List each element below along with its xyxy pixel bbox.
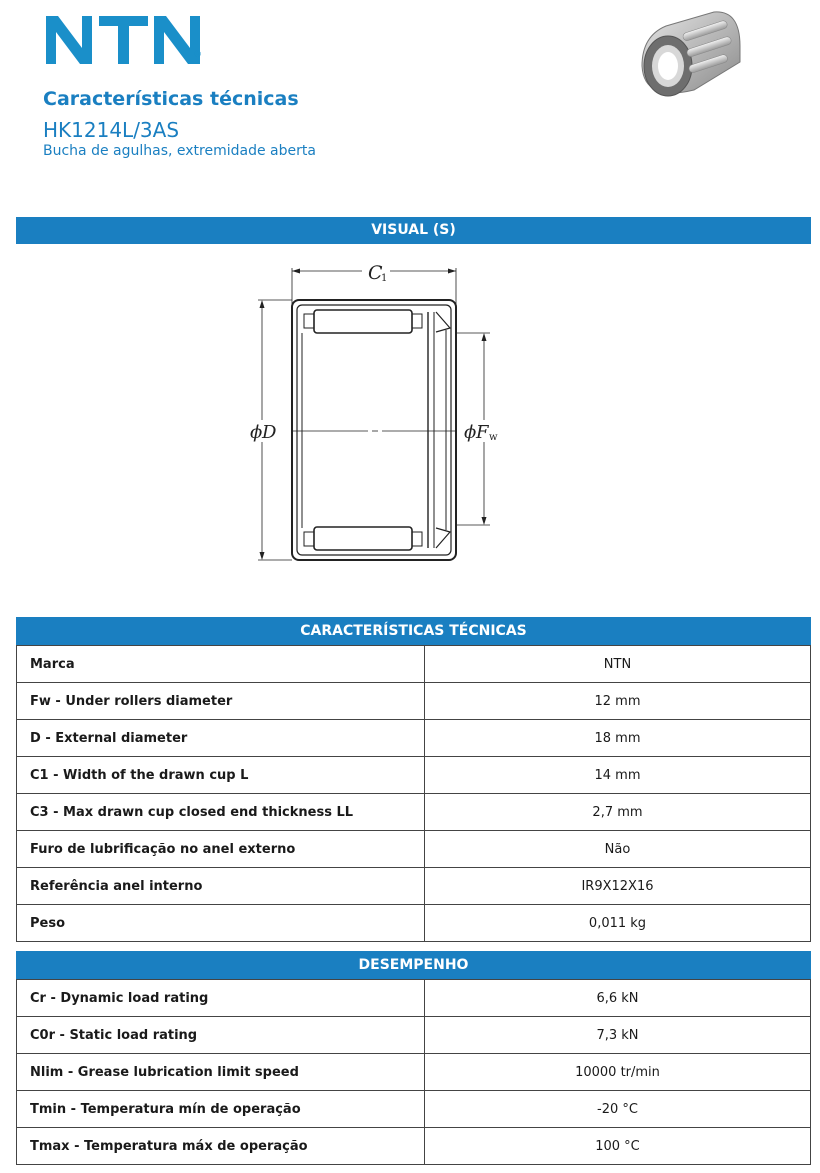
section-header-technical: CARACTERÍSTICAS TÉCNICAS	[16, 617, 811, 645]
table-row	[17, 868, 811, 905]
spec-value: 14 mm	[425, 757, 811, 794]
spec-value: 10000 tr/min	[425, 1054, 811, 1091]
table-row	[17, 757, 811, 794]
dim-label-fw: F	[476, 422, 489, 443]
spec-label: D - External diameter	[17, 720, 425, 757]
spec-label: Tmin - Temperatura mín de operação	[17, 1091, 425, 1128]
spec-label: Tmax - Temperatura máx de operação	[17, 1128, 425, 1165]
table-row	[17, 1017, 811, 1054]
table-row	[17, 794, 811, 831]
table-row	[17, 980, 811, 1017]
spec-value: 7,3 kN	[425, 1017, 811, 1054]
product-code: HK1214L/3AS	[43, 118, 180, 142]
spec-value: 6,6 kN	[425, 980, 811, 1017]
dim-label-fw-sub: w	[489, 432, 498, 443]
spec-value: 18 mm	[425, 720, 811, 757]
table-row	[17, 683, 811, 720]
spec-value: 2,7 mm	[425, 794, 811, 831]
registered-mark: ®	[193, 50, 202, 60]
table-row	[17, 1128, 811, 1165]
spec-label: Cr - Dynamic load rating	[17, 980, 425, 1017]
section-header-visual: VISUAL (S)	[16, 217, 811, 244]
bearing-product-image	[636, 6, 748, 104]
spec-label: Nlim - Grease lubrication limit speed	[17, 1054, 425, 1091]
table-row	[17, 905, 811, 942]
spec-value: 0,011 kg	[425, 905, 811, 942]
spec-value: 100 °C	[425, 1128, 811, 1165]
dim-label-phi-fw: ϕ	[464, 422, 477, 443]
section-header-performance: DESEMPENHO	[16, 951, 811, 979]
spec-value: -20 °C	[425, 1091, 811, 1128]
spec-value: IR9X12X16	[425, 868, 811, 905]
spec-label: C0r - Static load rating	[17, 1017, 425, 1054]
dim-label-d: D	[262, 422, 277, 443]
spec-label: C3 - Max drawn cup closed end thickness LL	[17, 794, 425, 831]
spec-label: Fw - Under rollers diameter	[17, 683, 425, 720]
dim-label-phi-d: ϕ	[250, 422, 263, 443]
spec-label: Furo de lubrificação no anel externo	[17, 831, 425, 868]
dim-label-c1: C	[368, 262, 383, 284]
table-row	[17, 1054, 811, 1091]
bearing-cross-section-diagram	[240, 260, 520, 570]
dim-label-c1-sub: 1	[381, 273, 388, 284]
spec-label: Marca	[17, 646, 425, 683]
performance-spec-table	[16, 979, 811, 1165]
spec-label: Referência anel interno	[17, 868, 425, 905]
technical-spec-table	[16, 645, 811, 942]
page-heading: Características técnicas	[43, 88, 299, 110]
spec-label: C1 - Width of the drawn cup L	[17, 757, 425, 794]
spec-label: Peso	[17, 905, 425, 942]
product-description: Bucha de agulhas, extremidade aberta	[43, 143, 316, 159]
table-row	[17, 646, 811, 683]
spec-value: Não	[425, 831, 811, 868]
table-row	[17, 831, 811, 868]
table-row	[17, 720, 811, 757]
spec-value: 12 mm	[425, 683, 811, 720]
table-row	[17, 1091, 811, 1128]
ntn-logo	[44, 14, 206, 66]
spec-value: NTN	[425, 646, 811, 683]
